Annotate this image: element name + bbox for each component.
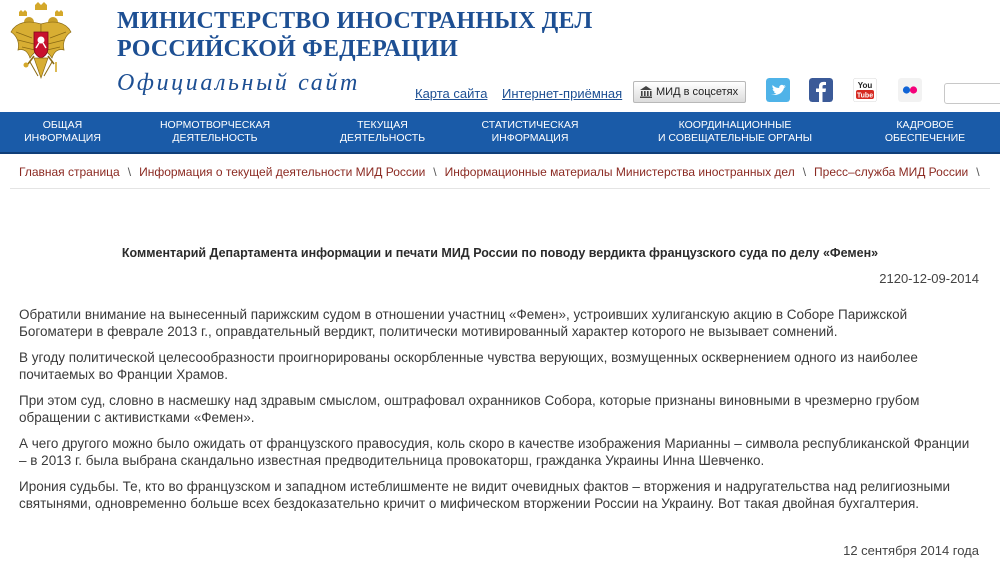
coat-of-arms-emblem-icon[interactable]: [10, 2, 72, 88]
breadcrumb-separator: \: [976, 165, 980, 179]
main-navigation: [0, 112, 1000, 154]
internet-reception-link[interactable]: Интернет-приёмная: [502, 86, 623, 101]
breadcrumb: [19, 165, 988, 179]
youtube-icon[interactable]: [853, 78, 877, 102]
article-paragraph: В угоду политической целесообразности проигнорированы оскорбленные чувства верующих, возмущенных осквернением одного из наиболее почитаемых во Франции Храмов.: [19, 350, 918, 382]
publication-date: 12 сентября 2014 года: [843, 543, 979, 558]
nav-item-current-activity[interactable]: ТЕКУЩАЯ ДЕЯТЕЛЬНОСТЬ: [339, 119, 426, 144]
breadcrumb-divider: [10, 188, 990, 189]
nav-item-coordination-bodies[interactable]: КООРДИНАЦИОННЫЕ И СОВЕЩАТЕЛЬНЫЕ ОРГАНЫ: [657, 119, 813, 144]
search-input[interactable]: [944, 83, 1000, 104]
breadcrumb-home-link[interactable]: Главная страница: [19, 165, 120, 179]
breadcrumb-info-materials-link[interactable]: Информационные материалы Министерства иностранных дел: [444, 165, 795, 179]
ministry-title-line1[interactable]: МИНИСТЕРСТВО ИНОСТРАННЫХ ДЕЛ: [117, 8, 593, 34]
article-paragraph: При этом суд, словно в насмешку над здравым смыслом, оштрафовал охранников Собора, которые признаны виновными в чрезмерно грубом обращении с активистками «Фемен».: [19, 393, 920, 425]
facebook-icon[interactable]: [809, 78, 833, 102]
nav-item-normative-activity[interactable]: НОРМОТВОРЧЕСКАЯ ДЕЯТЕЛЬНОСТЬ: [159, 119, 271, 144]
article-paragraph: Ирония судьбы. Те, кто во французском и западном истеблишменте не видит очевидных фактов – вторжения и надругательства над религиозными святынями, одновременно больше всех бездоказательно кричит о мифическом вторжении России на Украину. Вот такая двойная бухгалтерия.: [19, 479, 951, 511]
article-body: [19, 306, 979, 521]
nav-item-statistical-information[interactable]: СТАТИСТИЧЕСКАЯ ИНФОРМАЦИЯ: [481, 119, 579, 144]
nav-item-personnel-support[interactable]: КАДРОВОЕ ОБЕСПЕЧЕНИЕ: [884, 119, 966, 144]
document-number: 2120-12-09-2014: [879, 271, 979, 286]
article-title: Комментарий Департамента информации и печати МИД России по поводу вердикта французского суда по делу «Фемен»: [121, 246, 879, 260]
article-paragraph: Обратили внимание на вынесенный парижским судом в отношении участниц «Фемен», устроивших хулиганскую акцию в Соборе Парижской Богоматери в феврале 2013 г., оправдательный вердикт, политически мотивированный характер которого не вызывает сомнений.: [19, 307, 908, 339]
breadcrumb-press-service-link[interactable]: Пресс–служба МИД России: [814, 165, 969, 179]
sitemap-link[interactable]: Карта сайта: [415, 86, 488, 101]
social-button-label: МИД в соцсетях: [656, 86, 739, 98]
breadcrumb-separator: \: [802, 165, 807, 179]
nav-item-general-information[interactable]: ОБЩАЯ ИНФОРМАЦИЯ: [24, 119, 101, 144]
site-header: [0, 0, 1000, 112]
svg-text:Tube: Tube: [856, 92, 874, 100]
ministry-title-line2[interactable]: РОССИЙСКОЙ ФЕДЕРАЦИИ: [117, 36, 459, 62]
flickr-icon[interactable]: [898, 78, 922, 102]
building-icon: [639, 86, 653, 98]
breadcrumb-separator: \: [433, 165, 437, 179]
svg-text:You: You: [857, 81, 873, 90]
breadcrumb-separator: \: [127, 165, 132, 179]
breadcrumb-current-activity-link[interactable]: Информация о текущей деятельности МИД России: [139, 165, 426, 179]
twitter-icon[interactable]: [766, 78, 790, 102]
site-subtitle: Официальный сайт: [117, 70, 360, 96]
article-paragraph: А чего другого можно было ожидать от французского правосудия, коль скоро в качестве изображения Марианны – символа республиканской Франции – в 2013 г. была выбрана скандально известная предводительница провокаторш, гражданка Украины Инна Шевченко.: [19, 436, 970, 468]
mid-social-networks-button[interactable]: [633, 81, 746, 103]
